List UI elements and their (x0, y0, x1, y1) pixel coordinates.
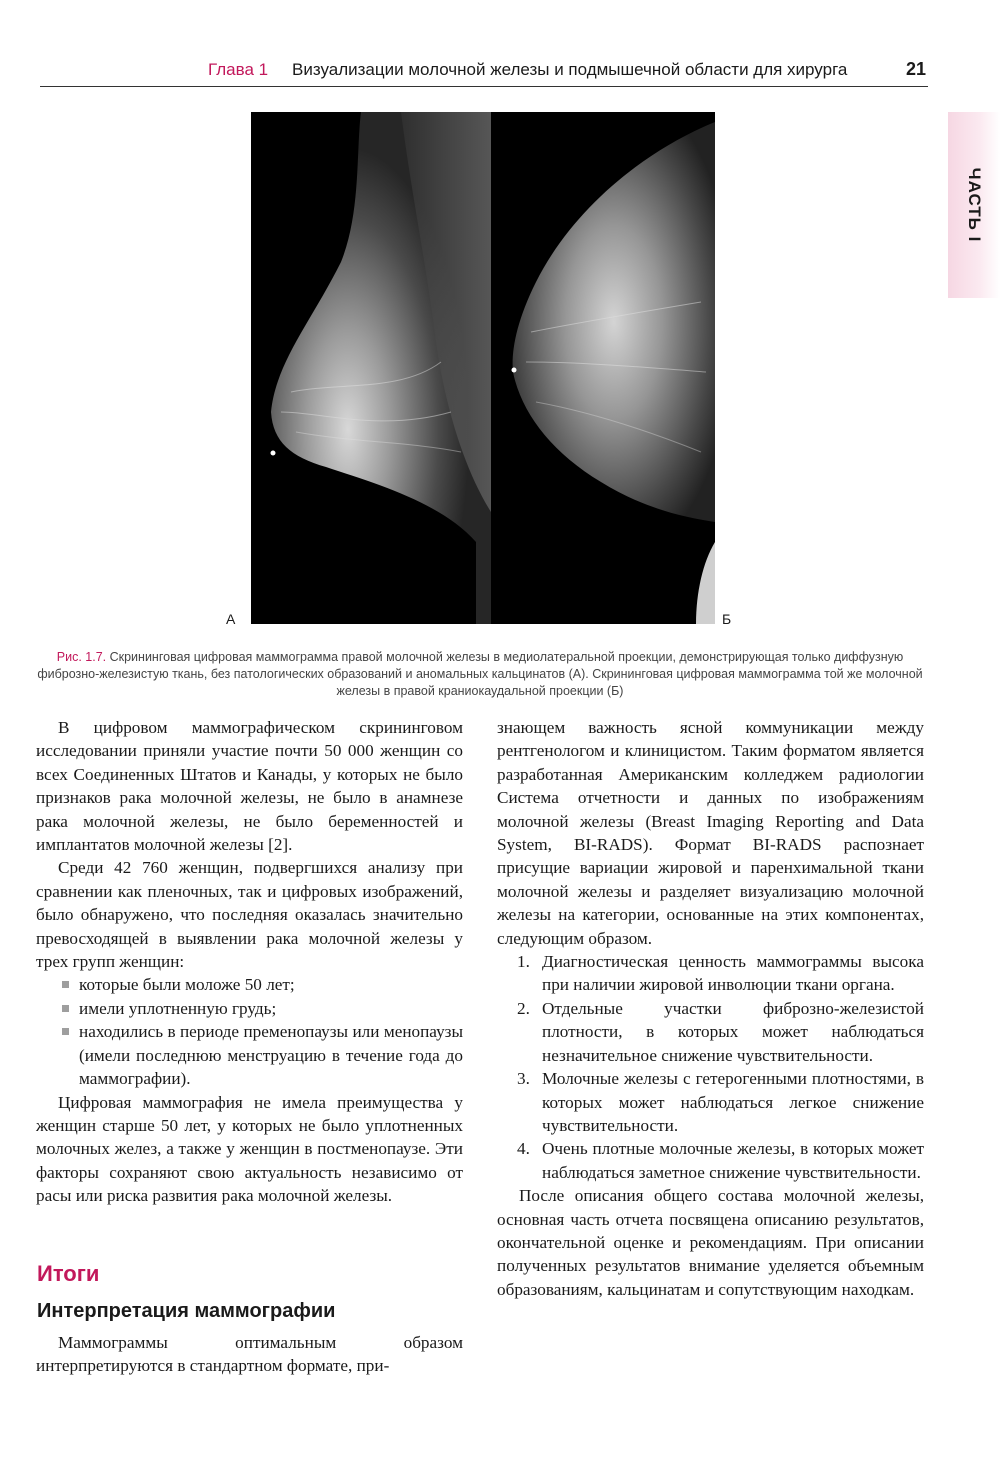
list-item: имели уплотненную грудь; (36, 997, 463, 1020)
numbered-list (497, 950, 924, 1184)
part-side-tab (948, 112, 1000, 298)
paragraph: В цифровом маммографическом скрининговом исследовании приняли участие почти 50 000 женщин со всех Соединенных Штатов и Канады, у которых не было признаков рака молочной железы, не было в анамнезе рака молочной железы, не было беременностей и имплантатов молочной железы [2]. (36, 718, 463, 855)
subsection-heading-interpretation: Интерпретация маммографии (37, 1300, 336, 1322)
bullet-list (36, 973, 463, 1090)
page-number: 21 (905, 59, 926, 79)
paragraph: После описания общего состава молочной железы, основная часть отчета посвящена описанию результатов, окончательной оценке и рекомендациям. При описании полученных результатов внимание уделяется объемным образованиям, кальцинатам и сопутствующим находкам. (497, 1186, 924, 1299)
left-column-bottom (36, 1331, 463, 1378)
list-number: 2. (517, 998, 530, 1018)
section-heading-summary: Итоги (37, 1261, 100, 1286)
list-item-text: Очень плотные молочные железы, в которых может наблюдаться заметное снижение чувствительности. (542, 1139, 924, 1182)
list-item-text: Диагностическая ценность маммограммы высока при наличии жировой инволюции ткани органа. (542, 952, 924, 995)
chapter-title: Визуализации молочной железы и подмышечной области для хирурга (292, 60, 848, 79)
paragraph: Среди 42 760 женщин, подвергшихся анализу при сравнении как пленочных, так и цифровых изображений, было обнаружено, что последняя оказалась значительно превосходящей в выявлении рака молочной железы у трех групп женщин: (36, 858, 463, 972)
list-number: 4. (517, 1139, 530, 1159)
figure-panel-a-label: А (226, 611, 236, 627)
list-item-text: Молочные железы с гетерогенными плотностями, в которых может наблюдаться легкое снижение чувствительности. (542, 1069, 924, 1135)
part-label: ЧАСТЬ I (965, 167, 984, 243)
list-item: которые были моложе 50 лет; (36, 973, 463, 996)
figure-caption (30, 649, 930, 700)
list-item (497, 950, 924, 997)
list-item (497, 1067, 924, 1137)
list-number: 3. (517, 1069, 530, 1089)
left-column (36, 716, 463, 1208)
figure-caption-label: Рис. 1.7. (56, 650, 107, 664)
paragraph: Цифровая маммография не имела преимущества у женщин старше 50 лет, у которых не было уплотненных молочных желез, а также у женщин в постменопаузе. Эти факторы сохраняют свою актуальность независимо от расы или риска развития рака молочной железы. (36, 1092, 463, 1206)
mammogram-mlo-image (251, 112, 491, 624)
list-item: находились в периоде пременопаузы или менопаузы (имели последнюю менструацию в течение года до маммографии). (36, 1020, 463, 1090)
chapter-label: Глава 1 (208, 60, 269, 79)
list-item (497, 997, 924, 1067)
list-item (497, 1137, 924, 1184)
figure-caption-text: Скрининговая цифровая маммограмма правой молочной железы в медиолатеральной проекции, демонстрирующая только диффузную фиброзно-железистую ткань, без патологических образований и аномальных кальцинатов (А). Скрининговая цифровая маммограмма той же молочной железы в правой краниокаудальной проекции (Б) (37, 650, 923, 698)
paragraph: Маммограммы оптимальным образом интерпретируются в стандартном формате, при- (36, 1333, 463, 1376)
figure-panel-b-label: Б (722, 611, 732, 627)
running-header (40, 56, 928, 87)
list-number: 1. (517, 952, 530, 972)
right-column (497, 716, 924, 1301)
paragraph: знающем важность ясной коммуникации между рентгенологом и клиницистом. Таким форматом является разработанная Американским колледжем радиологии Система отчетности и данных по изображениям молочной железы (Breast Imaging Reporting and Data System, BI-RADS). Формат BI-RADS распознает присущие вариации жировой и паренхимальной ткани молочной железы и разделяет визуализацию молочной железы на категории, основанные на этих компонентах, следующим образом. (497, 718, 924, 948)
list-item-text: Отдельные участки фиброзно-железистой плотности, в которых может наблюдаться незначительное снижение чувствительности. (542, 998, 924, 1065)
mammogram-cc-image (491, 112, 715, 624)
